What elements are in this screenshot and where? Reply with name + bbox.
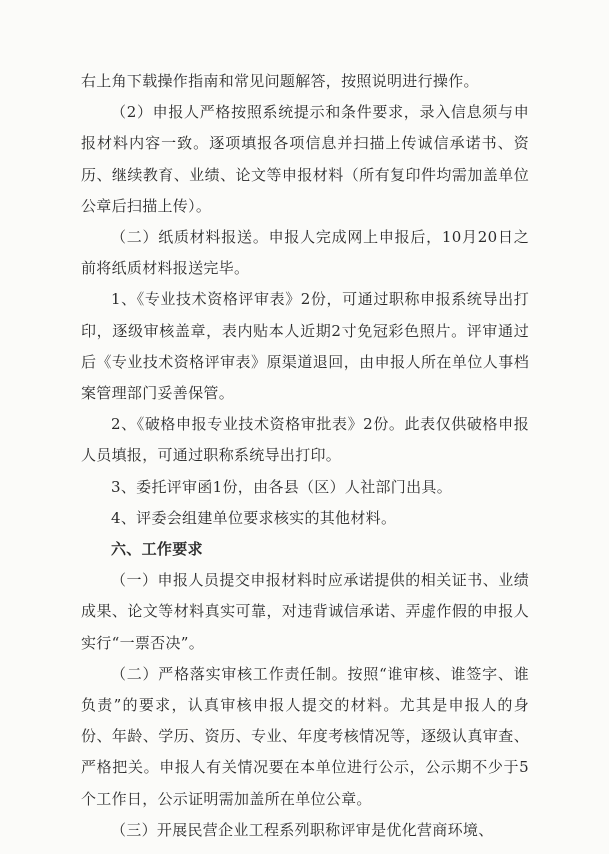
paragraph-item-4: 4、评委会组建单位要求核实的其他材料。 — [111, 508, 397, 527]
paragraph-continuation: 右上角下载操作指南和常见问题解答，按照说明进行操作。 — [81, 72, 479, 90]
paragraph-requirement-3: （三）开展民营企业工程系列职称评审是优化营商环境、 — [111, 820, 494, 839]
paragraph-item-3: 3、委托评审函1份，由各县（区）人社部门出具。 — [111, 477, 452, 496]
paragraph-item-2: 2、《破格申报专业技术资格审批表》2份。此表仅供破格申报人员填报，可通过职称系统导出打印。 — [81, 415, 529, 465]
paragraph-item-1: 1、《专业技术资格评审表》2份，可通过职称申报系统导出打印，逐级审核盖章，表内贴本人近期2寸免冠彩色照片。评审通过后《专业技术资格评审表》原渠道退回，由申报人所在单位人事档案管理部门妥善保管。 — [81, 290, 529, 403]
paragraph-online-entry: （2）申报人严格按照系统提示和条件要求，录入信息须与申报材料内容一致。逐项填报各项信息并扫描上传诚信承诺书、资历、继续教育、业绩、论文等申报材料（所有复印件均需加盖单位公章后扫描上传）。 — [81, 103, 529, 215]
paragraph-requirement-1: （一）申报人员提交申报材料时应承诺提供的相关证书、业绩成果、论文等材料真实可靠，对违背诚信承诺、弄虚作假的申报人实行“一票否决”。 — [81, 571, 529, 652]
section-heading-work-requirements: 六、工作要求 — [111, 540, 203, 559]
paragraph-paper-submission: （二）纸质材料报送。申报人完成网上申报后，10月20日之前将纸质材料报送完毕。 — [81, 228, 529, 278]
paragraph-requirement-2: （二）严格落实审核工作责任制。按照“谁审核、谁签字、谁负责”的要求，认真审核申报人提交的材料。尤其是申报人的身份、年龄、学历、资历、专业、年度考核情况等，逐级认真审查、严格把关。申报人有关情况要在本单位进行公示，公示期不少于5个工作日，公示证明需加盖所在单位公章。 — [81, 664, 529, 808]
